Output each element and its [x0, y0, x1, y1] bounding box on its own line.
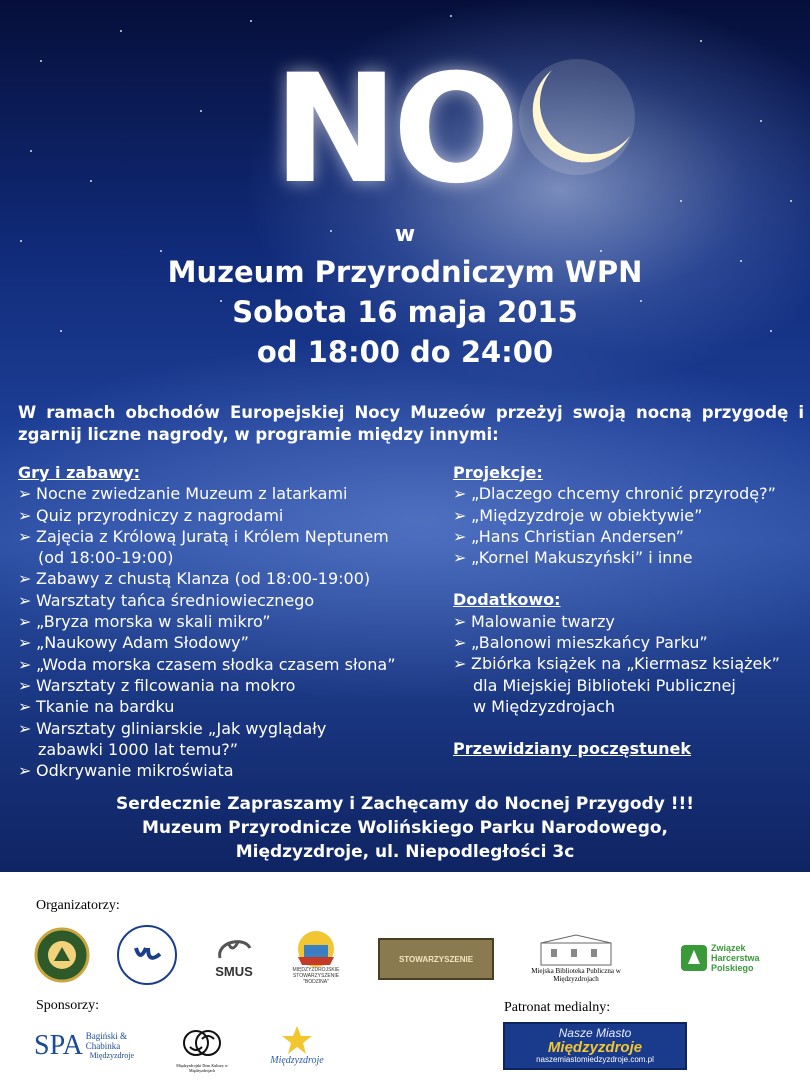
- projections-column: [453, 462, 780, 760]
- list-item: ➢ „Woda morska czasem słodka czasem słona”: [18, 654, 396, 674]
- invitation-line: Serdecznie Zapraszamy i Zachęcamy do Nocnej Przygody !!!: [116, 794, 694, 814]
- nasze-miasto-logo: [503, 1022, 687, 1070]
- list-item: ➢ Zbiórka książek na „Kiermasz książek”: [453, 654, 780, 674]
- list-item: ➢ „Hans Christian Andersen”: [453, 526, 684, 546]
- smus-logo: [204, 928, 264, 984]
- sponsors-label: Sponsorzy:: [36, 998, 99, 1013]
- intro-text: W ramach obchodów Europejskiej Nocy Muzeów przeżyj swoją nocną przygodę i zgarnij liczne nagrody, w programie między innymi:: [18, 403, 804, 444]
- list-item: ➢ Warsztaty z filcowania na mokro: [18, 675, 296, 695]
- event-date: Sobota 16 maja 2015: [232, 295, 578, 329]
- media-patron-label: Patronat medialny:: [504, 1000, 611, 1015]
- noc-title: [273, 43, 515, 217]
- invitation-footer: [0, 792, 810, 864]
- list-item: ➢ „Dlaczego chcemy chronić przyrodę?”: [453, 484, 776, 504]
- noc-text: NO: [273, 43, 515, 217]
- zhp-logo: [680, 938, 770, 978]
- zhp-text-2: Harcerstwa: [711, 953, 760, 963]
- list-item: ➢ „Bryza morska w skali mikro”: [18, 612, 271, 632]
- spa-logo: [34, 1026, 134, 1066]
- list-item: ➢ Quiz przyrodniczy z nagrodami: [18, 505, 284, 525]
- stowarzyszenie-text: STOWARZYSZENIE: [398, 954, 474, 964]
- media-text-2: Międzyzdroje: [547, 1039, 643, 1056]
- list-item-continuation: (od 18:00-19:00): [38, 548, 174, 568]
- list-item: ➢ Malowanie twarzy: [453, 611, 615, 631]
- miasto-text: Międzyzdroje: [270, 1054, 324, 1066]
- list-item-continuation: dla Miejskiej Biblioteki Publicznej: [473, 675, 736, 695]
- biblioteka-text: Miejska Biblioteka Publiczna w Międzyzdrojach: [531, 967, 621, 983]
- stowarzyszenie-logo: [378, 938, 494, 980]
- games-column: [18, 462, 396, 781]
- bodzina-logo: [284, 924, 348, 988]
- list-item: ➢ „Balonowi mieszkańcy Parku”: [453, 633, 708, 653]
- zhp-text-1: Związek: [711, 943, 746, 953]
- list-item: ➢ Warsztaty tańca średniowiecznego: [18, 590, 315, 610]
- list-item: ➢ Nocne zwiedzanie Muzeum z latarkami: [18, 484, 348, 504]
- smus-text: SMUS: [215, 963, 253, 979]
- event-time: od 18:00 do 24:00: [256, 335, 554, 369]
- organizers-label: Organizatorzy:: [36, 898, 120, 913]
- sponsors-bar: [0, 872, 810, 1080]
- university-logo: [116, 924, 178, 986]
- list-item: ➢ „Międzyzdroje w obiektywie”: [453, 505, 703, 525]
- spa-text: SPA: [34, 1030, 83, 1061]
- biblioteka-logo: [516, 930, 636, 986]
- moon-icon: [518, 58, 636, 176]
- wpn-logo: [34, 927, 90, 983]
- mdk-logo: [168, 1022, 236, 1076]
- list-item: ➢ Zajęcia z Królową Juratą i Królem Neptunem: [18, 526, 389, 546]
- bodzina-text: MIĘDZYZDROJSKIE STOWARZYSZENIE "BODZINA": [292, 967, 340, 985]
- games-header: Gry i zabawy:: [18, 463, 141, 482]
- zhp-text-3: Polskiego: [711, 963, 754, 973]
- media-text-1: Nasze Miasto: [558, 1026, 632, 1040]
- spa-sub-text: Międzyzdroje: [89, 1051, 134, 1060]
- museum-title: Muzeum Przyrodniczym WPN: [167, 255, 643, 289]
- list-item: ➢ „Naukowy Adam Słodowy”: [18, 633, 249, 653]
- list-item: ➢ Warsztaty gliniarskie „Jak wyglądały: [18, 718, 327, 738]
- address-line: Muzeum Przyrodnicze Wolińskiego Parku Narodowego,: [141, 818, 669, 838]
- list-item-continuation: zabawki 1000 lat temu?”: [38, 739, 239, 759]
- mdk-text: Międzyzdrojski Dom Kultury w Międzyzdrojach: [176, 1063, 228, 1073]
- projections-header: Projekcje:: [453, 463, 543, 482]
- miasto-gwiazd-logo: [262, 1022, 332, 1068]
- refreshments-header: Przewidziany poczęstunek: [453, 739, 692, 759]
- list-item-continuation: w Międzyzdrojach: [473, 696, 616, 716]
- extra-header: Dodatkowo:: [453, 590, 561, 610]
- list-item: ➢ Zabawy z chustą Klanza (od 18:00-19:00): [18, 569, 371, 589]
- list-item: ➢ Odkrywanie mikroświata: [18, 761, 234, 781]
- list-item: ➢ Tkanie na bardku: [18, 697, 175, 717]
- spa-top-text: Bagiński & Chabinka: [85, 1031, 128, 1051]
- address-line: Międzyzdroje, ul. Niepodległości 3c: [235, 842, 575, 862]
- media-text-3: naszemiastomiedzyzdroje.com.pl: [536, 1055, 654, 1064]
- list-item: ➢ „Kornel Makuszyński” i inne: [453, 548, 693, 568]
- w-text: w: [394, 222, 416, 247]
